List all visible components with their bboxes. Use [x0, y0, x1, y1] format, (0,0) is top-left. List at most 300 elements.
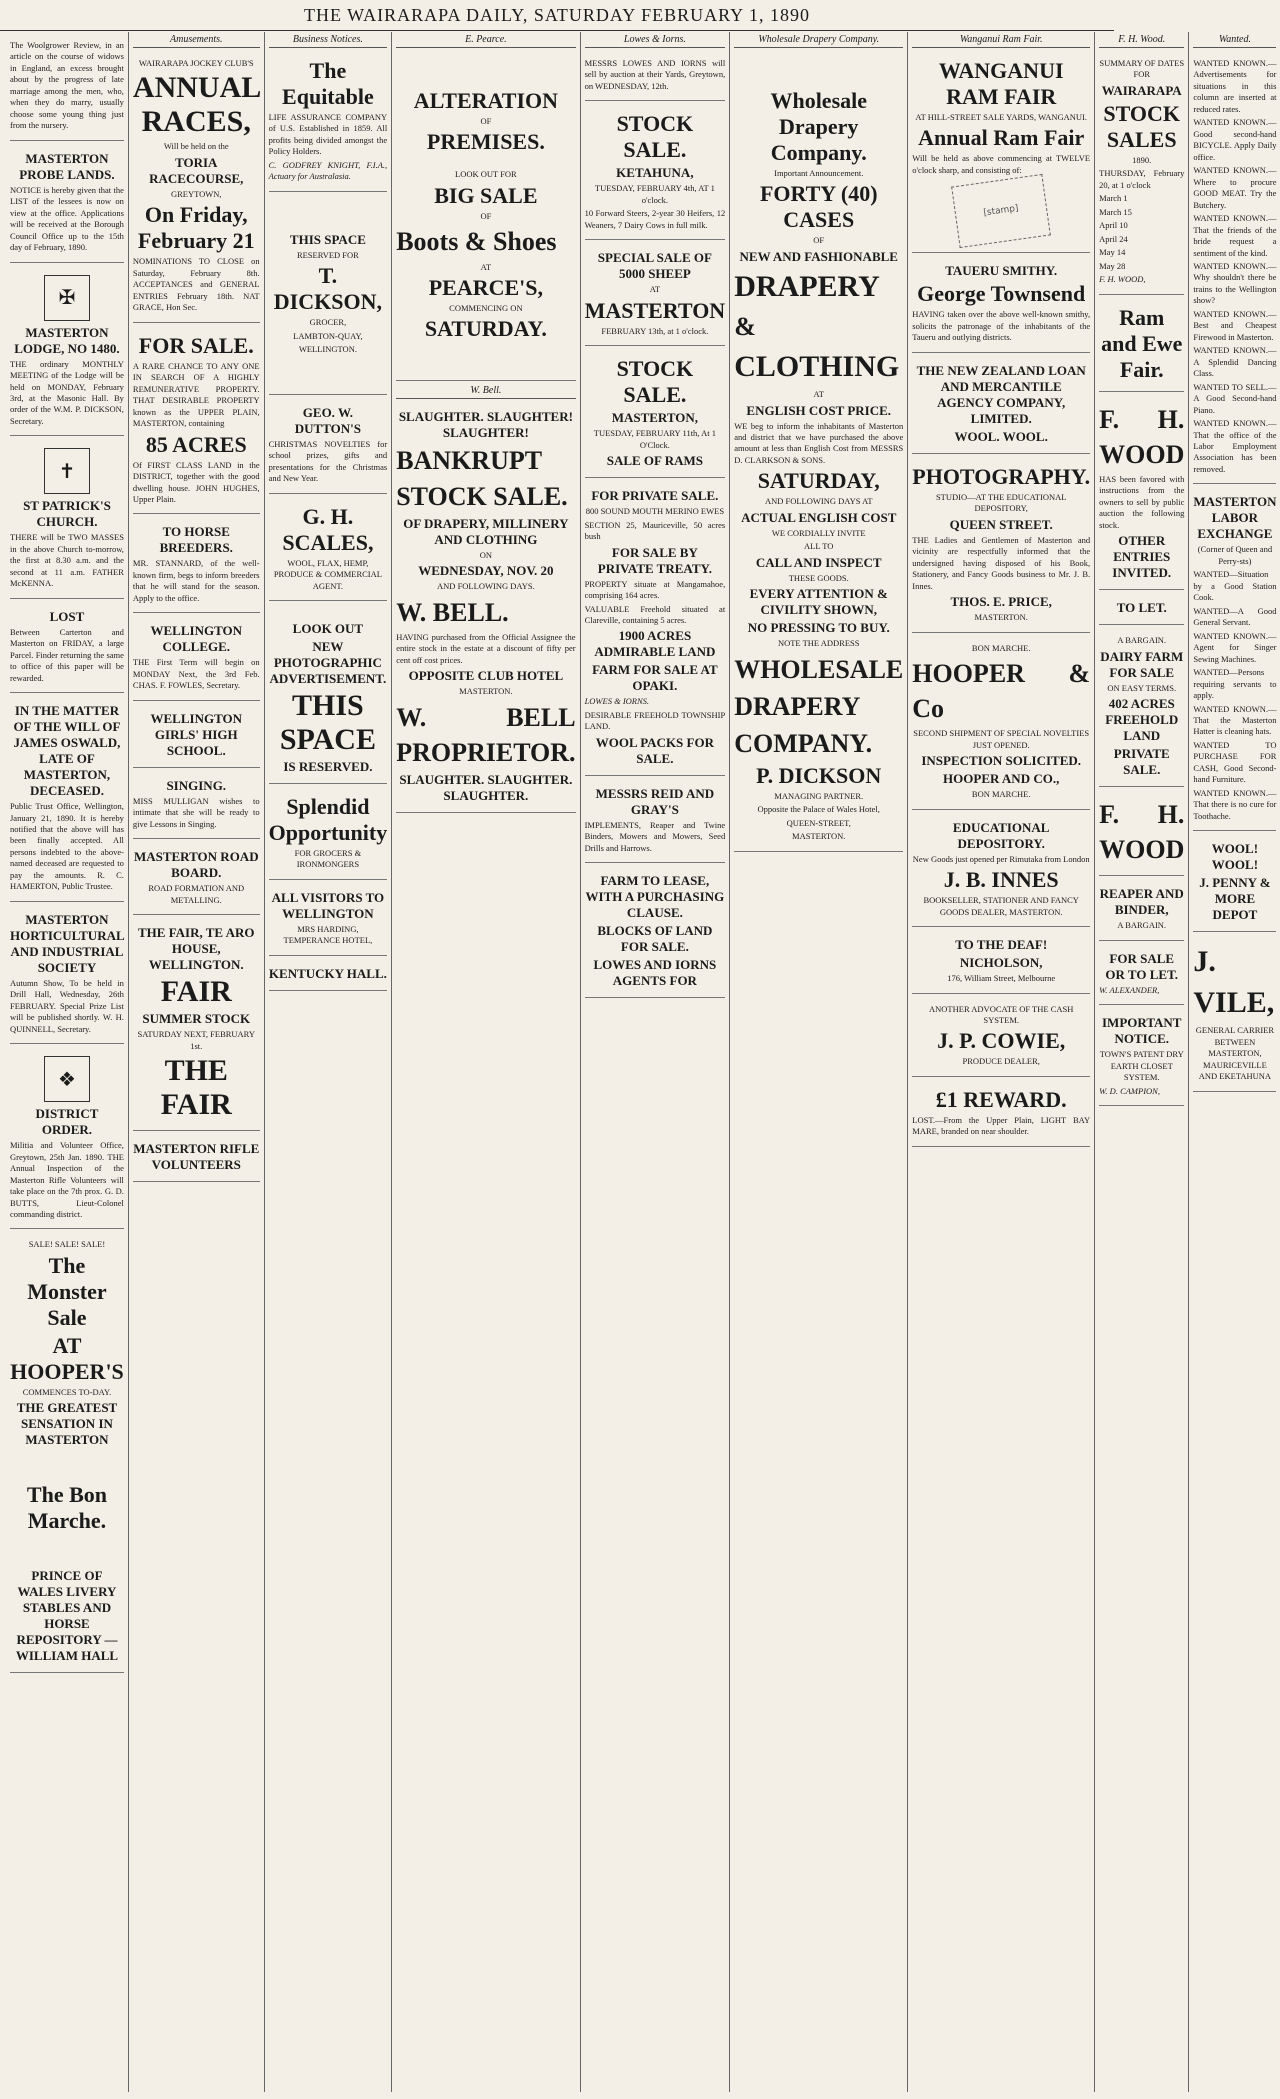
kentucky: KENTUCKY HALL.: [268, 965, 387, 981]
labor-sub: (Corner of Queen and Perry-sts): [1197, 544, 1273, 566]
attention: EVERY ATTENTION & CIVILITY SHOWN,: [749, 586, 888, 618]
bell-body: HAVING purchased from the Official Assignee the entire stock in the estate at a discount of fifty per cent off cost prices.: [396, 631, 576, 665]
notice-body: THE ordinary MONTHLY MEETING of the Lodge will be held on MONDAY, February 3rd, at the Masonic Hall. By order of the W.M. P. DICKSON, Secretary.: [10, 358, 124, 426]
column-heading: E. Pearce.: [396, 34, 575, 48]
valuable: VALUABLE Freehold situated at Clareville, containing 5 acres.: [584, 603, 726, 625]
sale-banner: SALE! SALE! SALE!: [28, 1239, 106, 1250]
photo-body: THE Ladies and Gentlemen of Masterton and vicinity are respectfully informed that the undersigned having disposed of his Book, Stationery, and Fancy Goods business to Mr. J. B. Innes.: [912, 534, 1091, 591]
rifle-title: MASTERTON RIFLE VOLUNTEERS: [133, 1141, 260, 1172]
column-heading: Amusements.: [133, 34, 260, 48]
easy: ON EASY TERMS.: [1107, 682, 1177, 693]
following: AND FOLLOWING DAYS.: [437, 581, 535, 592]
inspection: INSPECTION SOLICITED.: [921, 753, 1082, 769]
nicholson: NICHOLSON,: [959, 955, 1043, 971]
address: 176, William Street, Melbourne: [947, 973, 1056, 984]
private: PRIVATE SALE.: [1113, 746, 1170, 778]
lowes-intro-text: MESSRS LOWES AND IORNS will sell by auction at their Yards, Greytown, on WEDNESDAY, 12th.: [584, 58, 726, 91]
amp: &: [734, 312, 756, 342]
notice-body: NOTICE is hereby given that the LIST of the lessees is now on view at the office. Applications will be received at the Borough Council Office up to the 15th day of February, 1890.: [10, 184, 124, 253]
column-5: [581, 32, 731, 2092]
acres: 402 ACRES FREEHOLD LAND: [1105, 696, 1179, 744]
hotel-ad: [269, 884, 388, 956]
column-heading: Wanganui Ram Fair.: [912, 34, 1090, 48]
reward: £1 REWARD.: [935, 1086, 1067, 1112]
date-3: April 10: [1099, 220, 1128, 231]
to-be-held: Will be held on the: [163, 141, 229, 152]
races-ad: [133, 52, 260, 323]
notice-body: Public Trust Office, Wellington, January 21, 1890. It is hereby notified that the above will has been finally accepted. All persons indebted to the above-named deceased are requested to pay the amounts. R. C. HAMERTON, Public Trustee.: [10, 801, 124, 892]
monster-sale-title: The Monster Sale: [27, 1252, 107, 1330]
prince-of-wales-title: PRINCE OF WALES LIVERY STABLES AND HORSE REPOSITORY — WILLIAM HALL: [15, 1568, 119, 1664]
dickson-name: T. DICKSON,: [273, 263, 382, 315]
summer-stock: SUMMER STOCK: [142, 1011, 251, 1027]
wholesale: WHOLESALE: [734, 654, 904, 684]
merino: 800 SOUND MOUTH MERINO EWES: [585, 506, 725, 517]
ram-fair: Ram and Ewe Fair.: [1101, 304, 1183, 382]
pearce-ad: [396, 52, 575, 381]
of: OF: [480, 116, 492, 126]
lease: FOR SALE OR TO LET.: [1105, 950, 1179, 982]
date-2: March 15: [1099, 206, 1132, 217]
photography-ad: [912, 458, 1090, 633]
masterton-stock-sale: [585, 350, 726, 478]
equitable-agent: C. GODFREY KNIGHT, F.I.A., Actuary for Australasia.: [268, 159, 388, 182]
wanted-ads: [1193, 52, 1276, 484]
closet-ad: [1099, 1009, 1184, 1106]
horse-breeders-ad: [133, 518, 260, 613]
splendid-title: Splendid Opportunity: [268, 793, 388, 845]
dairy: DAIRY FARM FOR SALE: [1100, 648, 1184, 680]
bargain: A BARGAIN.: [1117, 635, 1167, 646]
for-sale-ad: [133, 327, 260, 515]
girls-school-ad: [133, 705, 260, 768]
teahouse: THE FAIR, TE ARO HOUSE, WELLINGTON.: [137, 925, 255, 973]
for-sale-more: Of FIRST CLASS LAND in the DISTRICT, together with the good dwelling house. JOHN HUGHES, Upper Plain.: [132, 459, 260, 504]
stock-sale-2: STOCK SALE.: [616, 356, 694, 408]
of-2: OF: [480, 210, 492, 221]
wanted-1: WANTED KNOWN.—Good second-hand BICYCLE. Apply Daily office.: [1193, 117, 1277, 162]
monster-sale-ad: [10, 1233, 124, 1673]
notice-4: [10, 603, 124, 693]
hooper: HOOPER & Co: [912, 659, 1091, 724]
wanted-4: WANTED KNOWN.—Why shouldn't there be trains to the Wellington show?: [1193, 260, 1277, 306]
look-out: LOOK OUT: [292, 620, 364, 636]
column-2: [129, 32, 265, 2092]
studio: STUDIO—AT THE EDUCATIONAL DEPOSITORY,: [935, 491, 1067, 514]
venue: AT HILL-STREET SALE YARDS, WANGANUI.: [915, 112, 1087, 122]
ketahuna: KETAHUNA,: [616, 165, 694, 181]
equitable-ad: [269, 52, 388, 192]
new-goods: New Goods just opened per Rimutaka from London: [912, 853, 1090, 864]
price-town: MASTERTON.: [974, 612, 1028, 623]
great-sensation: THE GREATEST SENSATION IN MASTERTON: [16, 1400, 118, 1448]
at: AT: [480, 261, 492, 272]
column-heading: F. H. Wood.: [1099, 34, 1184, 48]
bankrupt: BANKRUPT STOCK SALE.: [396, 446, 568, 511]
crest-icon: ❖: [44, 1056, 90, 1102]
singing-ad: [133, 772, 260, 839]
slaughter-1: SLAUGHTER. SLAUGHTER! SLAUGHTER!: [398, 409, 573, 441]
racecourse: TORIA RACECOURSE,: [149, 154, 244, 186]
to-let-ad: [1099, 594, 1184, 625]
date-6: May 28: [1099, 260, 1126, 271]
reaper: MESSRS REID AND GRAY'S: [595, 785, 715, 817]
lost: LOST.—From the Upper Plain, LIGHT BAY MARE, branded on near shoulder.: [912, 1114, 1091, 1137]
forty-cases: FORTY (40) CASES: [759, 181, 878, 233]
library-stamp: [stamp]: [951, 174, 1051, 248]
stock-sales: STOCK SALES: [1103, 100, 1181, 152]
property: PROPERTY situate at Mangamahoe, comprising 164 acres.: [584, 578, 726, 601]
ketahuna-date: TUESDAY, FEBRUARY 4th, AT 1 o'clock.: [594, 183, 715, 205]
ram-fair-title: WANGANUI RAM FAIR: [938, 58, 1064, 109]
reaper-ad: [1099, 880, 1184, 940]
notice-title: MASTERTON HORTICULTURAL AND INDUSTRIAL SOCIETY: [10, 911, 125, 975]
date-0: THURSDAY, February 20, at 1 o'clock: [1099, 168, 1185, 190]
actual-cost: ACTUAL ENGLISH COST: [741, 509, 897, 525]
wood-3: F. H. WOOD: [1099, 800, 1185, 865]
section: SECTION 25, Mauriceville, 50 acres bush: [584, 519, 726, 542]
lease-ad: [585, 867, 726, 998]
wool: WOOL! WOOL!: [1211, 841, 1259, 873]
date: WEDNESDAY, NOV. 20: [418, 563, 554, 579]
column-4: [392, 32, 580, 2092]
notice-title: MASTERTON LODGE, NO 1480.: [14, 324, 120, 356]
the-fair-title: THE FAIR: [160, 1054, 232, 1121]
at: AT: [813, 389, 824, 400]
commences: COMMENCES TO-DAY.: [22, 1386, 112, 1397]
to-let: TO LET.: [1116, 600, 1167, 616]
this-space: THIS SPACE: [289, 231, 366, 247]
fair-title: FAIR: [160, 975, 232, 1009]
notice-title: DISTRICT ORDER.: [35, 1106, 99, 1138]
premises: PREMISES.: [426, 129, 545, 155]
english-cost: ENGLISH COST PRICE.: [746, 402, 892, 418]
horse-body: MR. STANNARD, of the well-known firm, begs to inform breeders that he will stand for the season. Apply to the office.: [132, 558, 260, 603]
hoopers-title: AT HOOPER'S: [10, 1332, 124, 1384]
notice-body: Autumn Show, To be held in Drill Hall, Wednesday, 26th FEBRUARY. Special Prize List will be published shortly. W. H. QUINNELL, Secretary.: [10, 977, 124, 1034]
column-heading: Wanted.: [1193, 34, 1276, 48]
hooper-2: HOOPER AND CO.,: [943, 771, 1060, 787]
townsend: George Townsend: [917, 281, 1086, 307]
on: ON: [479, 549, 493, 560]
notice-title: MASTERTON PROBE LANDS.: [19, 150, 115, 182]
kentucky-ad: [269, 960, 388, 991]
labor-3: WANTED—Persons requiring servants to apply.: [1193, 667, 1277, 701]
ram-ewe-ad: [1099, 299, 1184, 392]
columns: [6, 32, 1277, 2092]
educational-ad: [912, 814, 1090, 927]
new-fashionable: NEW AND FASHIONABLE: [739, 248, 898, 264]
date-1: March 1: [1099, 193, 1128, 204]
wholesale-drapery-ad: [734, 52, 903, 852]
reaper: REAPER AND BINDER,: [1099, 886, 1184, 918]
blocks: BLOCKS OF LAND FOR SALE.: [597, 923, 713, 955]
college-ad: [133, 617, 260, 700]
lowes-intro: [585, 52, 726, 101]
deaf: TO THE DEAF!: [955, 937, 1048, 953]
loan: THE NEW ZEALAND LOAN AND MERCANTILE AGENCY COMPANY, LIMITED.: [916, 362, 1086, 426]
for-sale-body: A RARE CHANCE TO ANY ONE IN SEARCH OF A HIGHLY REMUNERATIVE PROPERTY. THAT DESIRABLE PROPERTY known as the UPPER PLAIN, MASTERTON, containing: [132, 360, 260, 429]
column-heading: Lowes & Iorns.: [585, 34, 726, 48]
queen-street: QUEEN STREET.: [949, 516, 1053, 532]
private-2: FOR SALE BY PRIVATE TREATY.: [597, 544, 712, 576]
vile: J. VILE,: [1193, 945, 1275, 1019]
lease: FARM TO LEASE, WITH A PURCHASING CLAUSE.: [585, 873, 725, 921]
new-photo: NEW PHOTOGRAPHIC ADVERTISEMENT.: [269, 638, 387, 686]
educational: EDUCATIONAL DEPOSITORY.: [952, 819, 1050, 851]
of: OF: [813, 235, 825, 246]
stock-sale: STOCK SALE.: [616, 111, 694, 163]
agents: LOWES AND IORNS AGENTS FOR: [593, 957, 717, 989]
splendid-ad: [269, 788, 388, 880]
bon-marche: BON MARCHE.: [971, 642, 1031, 653]
notice-3: [10, 440, 124, 598]
notice-5: [10, 697, 124, 902]
is-reserved: IS RESERVED.: [283, 758, 373, 774]
desirable: DESIRABLE FREEHOLD TOWNSHIP LAND.: [584, 709, 726, 732]
road-board-ad: [133, 843, 260, 915]
notice-title: IN THE MATTER OF THE WILL OF JAMES OSWALD, LATE OF MASTERTON, DECEASED.: [13, 703, 121, 799]
bell-ad: [396, 403, 575, 812]
innes: J. B. INNES: [943, 867, 1059, 893]
invited: OTHER ENTRIES INVITED.: [1112, 533, 1172, 581]
masterton: MASTERTON.: [792, 831, 846, 842]
notice-1: [10, 145, 124, 263]
visitors: ALL VISITORS TO WELLINGTON: [271, 889, 385, 921]
column-3: [265, 32, 393, 2092]
company: COMPANY.: [734, 728, 873, 758]
column-8: [1095, 32, 1189, 2092]
wanted-2: WANTED KNOWN.—Where to procure GOOD MEAT. Try the Butchery.: [1193, 165, 1277, 210]
scales-body: WOOL, FLAX, HEMP, PRODUCE & COMMERCIAL AGENT.: [273, 557, 382, 591]
announce: Important Announcement.: [774, 168, 864, 178]
saturday: SATURDAY,: [757, 468, 880, 494]
labor-2: WANTED KNOWN.—Agent for Singer Sewing Machines.: [1193, 630, 1277, 664]
equitable-title: The Equitable: [282, 58, 374, 109]
deaf-ad: [912, 931, 1090, 993]
opposite: OPPOSITE CLUB HOTEL: [408, 668, 564, 684]
race-date: On Friday, February 21: [137, 202, 255, 254]
labor-5: WANTED TO PURCHASE FOR CASH, Good Second-hand Furniture.: [1193, 739, 1277, 785]
managing: MANAGING PARTNER.: [774, 791, 864, 801]
dutton-title: GEO. W. DUTTON'S: [294, 404, 362, 436]
call-inspect: CALL AND INSPECT: [755, 554, 882, 570]
dutton-body: CHRISTMAS NOVELTIES for school prizes, gifts and presentations for the Christmas and New Year.: [268, 438, 388, 484]
invite: WE CORDIALLY INVITE: [771, 527, 866, 538]
drapery: OF DRAPERY, MILLINERY AND CLOTHING: [403, 515, 569, 547]
closet: TOWN'S PATENT DRY EARTH CLOSET SYSTEM.: [1099, 1049, 1184, 1083]
acres: 85 ACRES: [145, 431, 247, 457]
wanted-0: WANTED KNOWN.—Advertisements for situations in this column are inserted at reduced rates.: [1193, 58, 1277, 114]
notice: WE beg to inform the inhabitants of Masterton and district that we have purchased the above amount at less than English Cost from MESSRS D. CLARKSON & SONS.: [734, 420, 904, 465]
implements: IMPLEMENTS, Reaper and Twine Binders, Mowers and Mowers, Seed Drills and Harrows.: [584, 819, 726, 853]
pearces: PEARCE'S,: [428, 274, 544, 300]
labor-exchange: [1193, 488, 1276, 831]
photo-ad: [269, 605, 388, 784]
loan-ad: [912, 357, 1090, 454]
penny-ad: [1193, 835, 1276, 932]
hooper-ad: [912, 637, 1090, 810]
opposite: Opposite the Palace of Wales Hotel,: [757, 804, 880, 815]
labor-0: WANTED—Situation by a Good Station Cook.: [1193, 569, 1277, 603]
rifle-ad: [133, 1135, 260, 1182]
masterton: MASTERTON: [584, 297, 726, 323]
lambton: LAMBTON-QUAY,: [293, 330, 363, 341]
intro-article: [10, 34, 124, 141]
column-9: [1189, 32, 1280, 2092]
wdc-title: Wholesale Drapery Company.: [770, 88, 868, 165]
saturday-next: SATURDAY NEXT, FEBRUARY 1st.: [137, 1029, 256, 1051]
fair-ad: [133, 919, 260, 1131]
ironmongers: FOR GROCERS & IRONMONGERS: [294, 847, 362, 870]
private-sales: [585, 482, 726, 776]
notice-title: LOST: [49, 608, 85, 624]
townsend-body: HAVING taken over the above well-known smithy, solicits the patronage of the inhabitants of the Taueru and outlying districts.: [912, 309, 1091, 343]
at: AT: [649, 284, 661, 295]
wool: WOOL. WOOL.: [954, 428, 1048, 444]
annual-ram-fair: Annual Ram Fair: [918, 125, 1085, 151]
equitable-body: LIFE ASSURANCE COMPANY of U.S. Established in 1859. All profits being divided amongst the Policy Holders.: [268, 112, 388, 157]
rams: SALE OF RAMS: [606, 453, 704, 469]
special-title: SPECIAL SALE OF 5000 SHEEP: [597, 250, 712, 282]
labor-title: MASTERTON LABOR EXCHANGE: [1193, 494, 1277, 542]
drapery-2: DRAPERY: [734, 691, 861, 721]
fair-body: Will be held as above commencing at TWELVE o'clock sharp, and consisting of:: [912, 153, 1091, 175]
hotel: MRS HARDING, TEMPERANCE HOTEL,: [283, 923, 373, 946]
sheep-date: FEBRUARY 13th, at 1 o'clock.: [601, 325, 709, 336]
singing-body: MISS MULLIGAN wishes to intimate that she will be ready to give Lessons in Singing.: [132, 795, 260, 829]
clothing: CLOTHING: [734, 349, 900, 383]
stock-list: 10 Forward Steers, 2-year 30 Heifers, 12 Weaners, 7 Dairy Cows in full milk.: [584, 208, 726, 230]
wood-3-ad: [1099, 791, 1184, 876]
column-heading: Wholesale Drapery Company.: [734, 34, 903, 48]
this-space-2: THIS SPACE: [279, 688, 376, 756]
farm: FARM FOR SALE AT OPAKI.: [592, 662, 718, 694]
alexander: W. ALEXANDER,: [1099, 984, 1160, 995]
special-sheep-sale: [585, 244, 726, 346]
summary-ad: [1099, 52, 1184, 295]
bon-2: BON MARCHE.: [971, 789, 1031, 800]
dairy-ad: [1099, 629, 1184, 787]
year: 1890.: [1132, 154, 1152, 165]
smithy-ad: [912, 257, 1090, 352]
proprietor: W. BELL PROPRIETOR.: [396, 702, 576, 767]
queen-street: QUEEN-STREET,: [786, 817, 851, 828]
lowes: LOWES & IORNS.: [584, 696, 650, 707]
summary: SUMMARY OF DATES FOR: [1099, 58, 1185, 80]
singing-title: SINGING.: [166, 777, 227, 793]
bon-marche-title: The Bon Marche.: [26, 1482, 107, 1534]
grocer: GROCER,: [309, 317, 347, 328]
jockey-club: WAIRARAPA JOCKEY CLUB'S: [138, 58, 254, 68]
notice-body: Between Carterton and Masterton on FRIDAY, a large Parcel. Finder returning the same to office of this paper will be rewarded.: [10, 626, 124, 683]
tuesday: TUESDAY, FEBRUARY 11th, At 1 O'Clock.: [593, 428, 716, 450]
bargain-2: A BARGAIN.: [1117, 920, 1167, 931]
wood-ad: [1099, 396, 1184, 591]
summer: SECOND SHIPMENT OF SPECIAL NOVELTIES JUST OPENED.: [913, 728, 1090, 750]
notice-title: ST PATRICK'S CHURCH.: [23, 498, 111, 530]
wool-packs: WOOL PACKS FOR SALE.: [595, 734, 714, 766]
private: FOR PRIVATE SALE.: [591, 488, 719, 504]
cowie: J. P. COWIE,: [937, 1028, 1066, 1054]
dickson: P. DICKSON: [756, 763, 882, 788]
date-4: April 24: [1099, 233, 1128, 244]
nominations: NOMINATIONS TO CLOSE on Saturday, February 8th. ACCEPTANCES and GENERAL ENTRIES February 18th. NAT GRACE, Hon Sec.: [132, 256, 260, 313]
horse-title: TO HORSE BREEDERS.: [159, 524, 233, 556]
pressing: NO PRESSING TO BUY.: [747, 620, 890, 636]
campion: W. D. CAMPION,: [1099, 1085, 1160, 1096]
smithy: TAUERU SMITHY.: [945, 263, 1058, 279]
for-sale-title: FOR SALE.: [138, 332, 254, 358]
wairarapa: WAIRARAPA: [1101, 82, 1182, 98]
bell-heading: W. Bell.: [396, 385, 575, 399]
notice-7: [10, 1048, 124, 1229]
notice-6: [10, 906, 124, 1044]
cross-icon: ✝: [44, 448, 90, 494]
college-title: WELLINGTON COLLEGE.: [150, 623, 243, 655]
photography: PHOTOGRAPHY.: [912, 463, 1091, 489]
masterton-2: MASTERTON,: [611, 410, 699, 426]
wood-1: F. H. WOOD,: [1099, 274, 1146, 285]
penny: J. PENNY & MORE DEPOT: [1199, 875, 1271, 923]
wanted-8: WANTED KNOWN.—That the office of the Labor Employment Association has been removed.: [1193, 418, 1277, 474]
labor-1: WANTED—A Good General Servant.: [1193, 605, 1277, 628]
acres: 1900 ACRES ADMIRABLE LAND: [594, 628, 716, 660]
price: THOS. E. PRICE,: [950, 594, 1052, 610]
drapery: DRAPERY: [734, 269, 880, 303]
road-board-title: MASTERTON ROAD BOARD.: [133, 849, 259, 881]
following: AND FOLLOWING DAYS AT: [764, 496, 873, 507]
notice-2: [10, 267, 124, 437]
wanted-5: WANTED KNOWN.—Best and Cheapest Firewood in Masterton.: [1193, 308, 1277, 342]
intro-text: The Woolgrower Review, in an article on the course of widows in England, an excess brought about by the progress of late marriage among the men, who, when they do marry, usually choose some young thing just from the nursery.: [10, 40, 124, 131]
commencing: COMMENCING ON: [449, 302, 523, 313]
ketahuna-sale: [585, 105, 726, 240]
wanted-3: WANTED KNOWN.—That the friends of the bride request a sentiment of the kind.: [1193, 213, 1277, 258]
look-out: LOOK OUT FOR: [455, 169, 517, 180]
college-body: THE First Term will begin on MONDAY Next, the 3rd Feb. CHAS. F. FOWLES, Secretary.: [132, 657, 260, 691]
column-heading: Business Notices.: [269, 34, 388, 48]
notice-body: Militia and Volunteer Office, Greytown, 25th Jan. 1890. THE Annual Inspection of the Masterton Rifle Volunteers will take place on the 7th prox. G. D. BUTTS, Lieut-Colonel commanding district.: [10, 1140, 124, 1219]
labor-6: WANTED KNOWN.—That there is no cure for Toothache.: [1193, 787, 1277, 821]
vile-body: GENERAL CARRIER BETWEEN MASTERTON, MAURICEVILLE AND EKETAHUNA: [1195, 1025, 1275, 1082]
cowie-ad: [912, 998, 1090, 1077]
column-1: [6, 32, 129, 2092]
reserved-for: RESERVED FOR: [296, 249, 359, 260]
dickson-space-ad: [269, 196, 388, 395]
wood-body: HAS been favored with instructions from the owners to sell by public auction the following stock.: [1099, 473, 1185, 530]
wood-2: F. H. WOOD: [1099, 404, 1185, 469]
road-notice: ROAD FORMATION AND METALLING.: [148, 883, 245, 905]
wellington: WELLINGTON.: [298, 344, 357, 355]
labor-4: WANTED KNOWN.—That the Masterton Hatter is cleaning hats.: [1193, 703, 1277, 737]
important: IMPORTANT NOTICE.: [1102, 1015, 1182, 1047]
ram-fair-ad: [912, 52, 1090, 253]
reid-gray-ad: [585, 780, 726, 863]
note: NOTE THE ADDRESS: [777, 638, 860, 649]
cash: ANOTHER ADVOCATE OF THE CASH SYSTEM.: [929, 1003, 1074, 1025]
scales-ad: [269, 498, 388, 601]
column-7: [908, 32, 1095, 2092]
column-6: [730, 32, 908, 2092]
masonic-emblem-icon: ✠: [44, 275, 90, 321]
big-sale: BIG SALE: [434, 182, 538, 208]
wanted-6: WANTED KNOWN.—A Splendid Dancing Class.: [1193, 345, 1277, 379]
alteration: ALTERATION: [413, 88, 559, 113]
masthead: THE WAIRARAPA DAILY, SATURDAY FEBRUARY 1, 1890: [0, 0, 1114, 31]
scales-title: G. H. SCALES,: [282, 503, 374, 555]
bell-name: W. BELL.: [396, 597, 509, 627]
